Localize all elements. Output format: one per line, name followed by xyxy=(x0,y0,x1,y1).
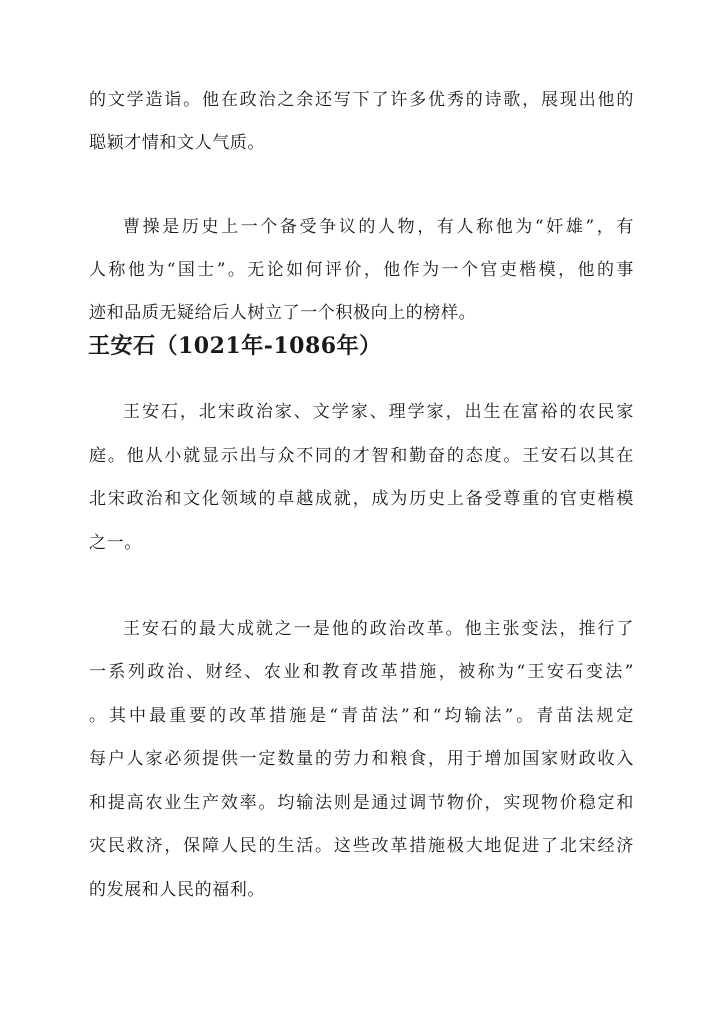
paragraph-4-line-7: 的发展和人民的福利。 xyxy=(89,880,265,900)
paragraph-4-line-3: 。其中最重要的改革措施是“青苗法”和“均输法”。青苗法规定 xyxy=(89,706,634,726)
paragraph-4-line-4: 每户人家必须提供一定数量的劳力和粮食，用于增加国家财政收入 xyxy=(89,749,634,769)
paragraph-2-line-1: 曹操是历史上一个备受争议的人物，有人称他为“奸雄”，有 xyxy=(123,217,634,237)
paragraph-3-line-3: 北宋政治和文化领域的卓越成就，成为历史上备受尊重的官吏楷模 xyxy=(89,489,634,509)
section-heading: 王安石（1021年-1086年） xyxy=(88,333,382,359)
paragraph-4-line-1: 王安石的最大成就之一是他的政治改革。他主张变法，推行了 xyxy=(123,619,634,639)
paragraph-2-line-2: 人称他为“国士”。无论如何评价，他作为一个官吏楷模，他的事 xyxy=(89,260,634,280)
paragraph-1-line-1: 的文学造诣。他在政治之余还写下了许多优秀的诗歌，展现出他的 xyxy=(89,90,634,110)
paragraph-3-line-4: 之一。 xyxy=(89,533,142,553)
paragraph-4-line-2: 一系列政治、财经、农业和教育改革措施，被称为“王安石变法” xyxy=(89,662,634,682)
paragraph-2-line-3: 迹和品质无疑给后人树立了一个积极向上的榜样。 xyxy=(89,303,477,323)
paragraph-3-line-2: 庭。他从小就显示出与众不同的才智和勤奋的态度。王安石以其在 xyxy=(89,446,634,466)
paragraph-4-line-5: 和提高农业生产效率。均输法则是通过调节物价，实现物价稳定和 xyxy=(89,793,634,813)
paragraph-1-line-2: 聪颖才情和文人气质。 xyxy=(89,133,265,153)
paragraph-3-line-1: 王安石，北宋政治家、文学家、理学家，出生在富裕的农民家 xyxy=(123,402,634,422)
paragraph-4-line-6: 灾民救济，保障人民的生活。这些改革措施极大地促进了北宋经济 xyxy=(89,836,634,856)
